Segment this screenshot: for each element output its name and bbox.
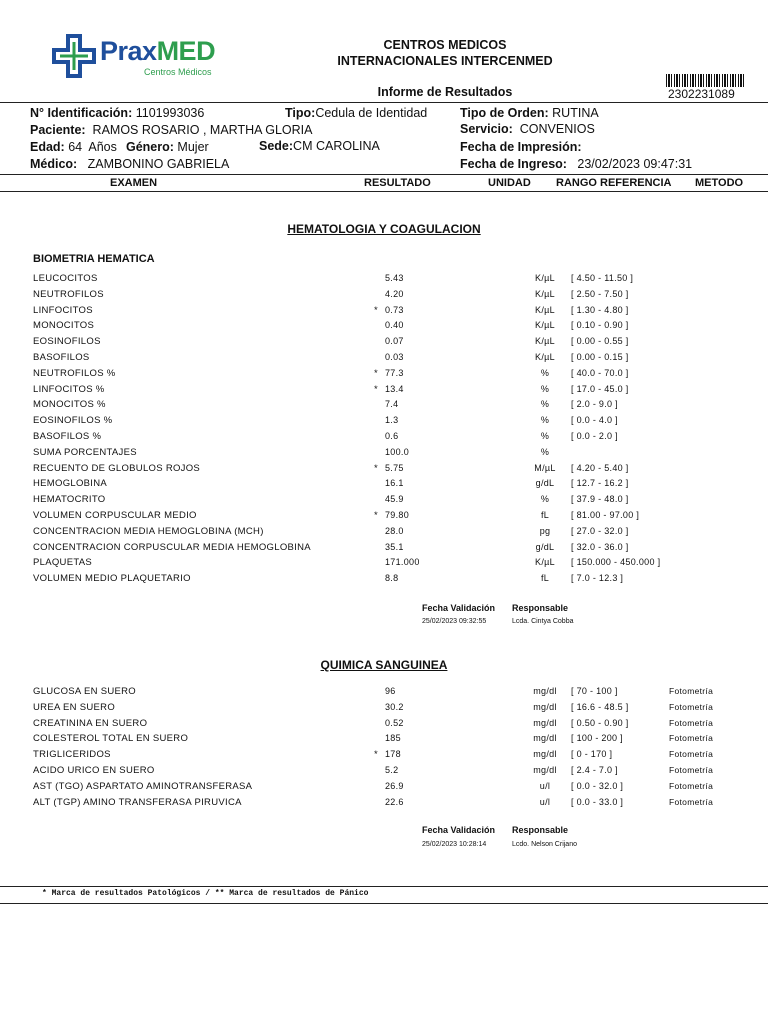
reference-range: [ 7.0 - 12.3 ] bbox=[571, 573, 624, 584]
unit-value: fL bbox=[540, 510, 550, 520]
reference-range: [ 0.0 - 2.0 ] bbox=[571, 431, 618, 441]
result-value: 28.0 bbox=[385, 525, 404, 536]
section-quimica-title bbox=[0, 658, 768, 672]
result-value: 4.20 bbox=[385, 288, 404, 299]
pathologic-flag: * bbox=[374, 367, 378, 379]
ingreso-field bbox=[460, 157, 692, 171]
ingreso-value: 23/02/2023 09:47:31 bbox=[577, 157, 693, 171]
table-row bbox=[0, 273, 768, 288]
result-value: 0.03 bbox=[385, 352, 404, 362]
col-rango: RANGO REFERENCIA bbox=[556, 177, 672, 189]
method-value: Fotometría bbox=[669, 765, 714, 775]
table-row bbox=[0, 781, 768, 796]
section-hematologia-text: HEMATOLOGIA Y COAGULACION bbox=[287, 222, 481, 236]
result-value: 185 bbox=[385, 733, 401, 744]
col-metodo: METODO bbox=[695, 177, 744, 189]
unit-value: % bbox=[540, 383, 550, 394]
tipo-label: Tipo: bbox=[285, 106, 316, 120]
table-row bbox=[0, 305, 768, 320]
unit-value: g/dL bbox=[535, 541, 555, 552]
exam-name: ALT (TGP) AMINO TRANSFERASA PIRUVICA bbox=[33, 796, 242, 808]
reference-range: [ 0.00 - 0.55 ] bbox=[571, 336, 629, 347]
exam-name: PLAQUETAS bbox=[33, 557, 93, 569]
divider-columns-bottom bbox=[0, 191, 768, 192]
pathologic-flag: * bbox=[374, 383, 378, 395]
exam-name: LINFOCITOS % bbox=[33, 383, 105, 395]
servicio-value: CONVENIOS bbox=[519, 122, 595, 136]
anos-label: Años bbox=[88, 140, 117, 154]
paciente-label: Paciente: bbox=[30, 123, 86, 137]
reference-range: [ 150.000 - 450.000 ] bbox=[571, 557, 661, 568]
unit-value: K/µL bbox=[535, 336, 555, 347]
reference-range: [ 40.0 - 70.0 ] bbox=[571, 367, 629, 378]
reference-range: [ 70 - 100 ] bbox=[571, 686, 618, 696]
quim-validation-date: 25/02/2023 10:28:14 bbox=[422, 841, 487, 848]
paciente-field bbox=[30, 123, 313, 137]
unit-value: % bbox=[540, 399, 550, 410]
sede-field bbox=[259, 139, 380, 153]
result-value: 96 bbox=[385, 686, 396, 696]
unit-value: pg bbox=[539, 525, 551, 536]
org-name-line1: CENTROS MEDICOS bbox=[383, 38, 507, 52]
edad-field bbox=[30, 140, 117, 154]
unit-value: % bbox=[540, 431, 550, 441]
reference-range: [ 37.9 - 48.0 ] bbox=[571, 494, 629, 505]
result-value: 35.1 bbox=[385, 541, 404, 552]
reference-range: [ 0 - 170 ] bbox=[571, 749, 613, 760]
quim-responsible-name: Lcdo. Nelson Crijano bbox=[512, 841, 577, 848]
hema-responsible-name: Lcda. Cintya Cobba bbox=[512, 618, 574, 625]
unit-value: g/dL bbox=[535, 478, 555, 489]
reference-range: [ 2.4 - 7.0 ] bbox=[571, 765, 618, 775]
result-value: 30.2 bbox=[385, 701, 404, 712]
logo-subtitle: Centros Médicos bbox=[144, 67, 212, 77]
col-resultado: RESULTADO bbox=[364, 177, 431, 189]
reference-range: [ 2.50 - 7.50 ] bbox=[571, 288, 629, 299]
reference-range: [ 17.0 - 45.0 ] bbox=[571, 383, 629, 394]
exam-name: UREA EN SUERO bbox=[33, 701, 116, 713]
result-value: 0.6 bbox=[385, 431, 399, 441]
logo-text-prax: Prax bbox=[100, 36, 157, 66]
result-value: 5.75 bbox=[385, 462, 404, 473]
unit-value: mg/dl bbox=[533, 765, 557, 775]
unit-value: mg/dl bbox=[533, 733, 557, 744]
exam-name: RECUENTO DE GLOBULOS ROJOS bbox=[33, 462, 201, 474]
reference-range: [ 2.0 - 9.0 ] bbox=[571, 399, 618, 410]
unit-value: % bbox=[540, 367, 550, 378]
table-row bbox=[0, 463, 768, 478]
reference-range: [ 12.7 - 16.2 ] bbox=[571, 478, 629, 489]
edad-label: Edad: bbox=[30, 140, 65, 154]
exam-name: CONCENTRACION CORPUSCULAR MEDIA HEMOGLOBINA bbox=[33, 541, 311, 553]
table-row bbox=[0, 399, 768, 414]
result-value: 45.9 bbox=[385, 494, 404, 505]
id-value: 1101993036 bbox=[135, 106, 205, 120]
table-row bbox=[0, 733, 768, 748]
result-value: 178 bbox=[385, 749, 401, 760]
exam-name: CREATININA EN SUERO bbox=[33, 717, 148, 729]
sede-value: CM CAROLINA bbox=[293, 139, 380, 153]
exam-name: BASOFILOS % bbox=[33, 431, 102, 442]
table-row bbox=[0, 384, 768, 399]
unit-value: K/µL bbox=[535, 288, 555, 299]
table-row bbox=[0, 320, 768, 335]
pathologic-flag: * bbox=[374, 304, 378, 316]
reference-range: [ 1.30 - 4.80 ] bbox=[571, 304, 629, 315]
exam-name: GLUCOSA EN SUERO bbox=[33, 686, 136, 697]
genero-value: Mujer bbox=[177, 140, 209, 154]
table-row bbox=[0, 749, 768, 764]
orden-value: RUTINA bbox=[552, 106, 599, 120]
exam-name: LEUCOCITOS bbox=[33, 273, 98, 284]
orden-field bbox=[460, 106, 599, 120]
table-row bbox=[0, 431, 768, 446]
exam-name: MONOCITOS % bbox=[33, 399, 106, 411]
exam-name: CONCENTRACION MEDIA HEMOGLOBINA (MCH) bbox=[33, 525, 264, 537]
reference-range: [ 4.50 - 11.50 ] bbox=[571, 273, 634, 283]
exam-name: TRIGLICERIDOS bbox=[33, 749, 111, 761]
hema-validation-date: 25/02/2023 09:32:55 bbox=[422, 618, 487, 625]
servicio-label: Servicio: bbox=[460, 122, 513, 136]
result-value: 22.6 bbox=[385, 796, 404, 807]
method-value: Fotometría bbox=[669, 686, 714, 696]
logo-text-med: MED bbox=[156, 36, 216, 66]
method-value: Fotometría bbox=[669, 796, 714, 807]
result-value: 26.9 bbox=[385, 780, 404, 791]
unit-value: mg/dl bbox=[533, 717, 557, 728]
table-row bbox=[0, 352, 768, 367]
medico-label: Médico: bbox=[30, 157, 78, 171]
unit-value: K/µL bbox=[535, 352, 555, 362]
reference-range: [ 81.00 - 97.00 ] bbox=[571, 510, 640, 520]
genero-label: Género: bbox=[126, 140, 174, 154]
quim-validation-date-label: Fecha Validación bbox=[422, 825, 496, 835]
exam-name: EOSINOFILOS % bbox=[33, 415, 113, 427]
unit-value: M/µL bbox=[534, 462, 556, 473]
divider-footer-bottom bbox=[0, 903, 768, 904]
hema-responsible-label: Responsable bbox=[512, 603, 569, 613]
result-value: 13.4 bbox=[385, 383, 404, 394]
report-title: Informe de Resultados bbox=[377, 85, 513, 99]
reference-range: [ 0.10 - 0.90 ] bbox=[571, 320, 629, 331]
result-value: 5.2 bbox=[385, 765, 399, 775]
unit-value: mg/dl bbox=[533, 686, 557, 696]
table-row bbox=[0, 368, 768, 383]
unit-value: K/µL bbox=[535, 304, 555, 315]
medico-field bbox=[30, 157, 229, 171]
exam-name: HEMOGLOBINA bbox=[33, 478, 108, 490]
divider-top bbox=[0, 102, 768, 103]
id-label: N° Identificación: bbox=[30, 106, 133, 120]
pathologic-flag: * bbox=[374, 749, 378, 761]
method-value: Fotometría bbox=[669, 780, 714, 791]
unit-value: K/µL bbox=[535, 557, 555, 568]
table-row bbox=[0, 686, 768, 701]
method-value: Fotometría bbox=[669, 749, 714, 760]
exam-name: VOLUMEN CORPUSCULAR MEDIO bbox=[33, 510, 197, 521]
reference-range: [ 100 - 200 ] bbox=[571, 733, 623, 744]
table-row bbox=[0, 702, 768, 717]
exam-name: BASOFILOS bbox=[33, 352, 90, 363]
unit-value: fL bbox=[540, 573, 550, 584]
servicio-field bbox=[460, 122, 595, 136]
table-row bbox=[0, 510, 768, 525]
unit-value: % bbox=[540, 494, 550, 505]
unit-value: % bbox=[540, 415, 550, 426]
exam-name: VOLUMEN MEDIO PLAQUETARIO bbox=[33, 573, 191, 585]
result-value: 0.73 bbox=[385, 304, 404, 315]
pathologic-flag: * bbox=[374, 462, 378, 474]
pathologic-flag: * bbox=[374, 510, 378, 521]
result-value: 100.0 bbox=[385, 446, 410, 457]
unit-value: K/µL bbox=[535, 320, 555, 331]
result-value: 8.8 bbox=[385, 573, 399, 584]
subsection-biometria: BIOMETRIA HEMATICA bbox=[33, 253, 155, 265]
reference-range: [ 4.20 - 5.40 ] bbox=[571, 462, 629, 473]
id-field bbox=[30, 106, 204, 120]
reference-range: [ 32.0 - 36.0 ] bbox=[571, 541, 629, 552]
unit-value: u/l bbox=[539, 796, 551, 807]
reference-range: [ 0.0 - 4.0 ] bbox=[571, 415, 618, 426]
table-row bbox=[0, 557, 768, 572]
unit-value: u/l bbox=[539, 780, 551, 791]
ingreso-label: Fecha de Ingreso: bbox=[460, 157, 567, 171]
exam-name: LINFOCITOS bbox=[33, 304, 93, 316]
hema-validation-date-label: Fecha Validación bbox=[422, 603, 496, 613]
reference-range: [ 0.00 - 0.15 ] bbox=[571, 352, 629, 362]
result-value: 77.3 bbox=[385, 367, 404, 378]
result-value: 5.43 bbox=[385, 273, 404, 283]
section-hematologia-title bbox=[0, 222, 768, 236]
method-value: Fotometría bbox=[669, 701, 714, 712]
barcode bbox=[666, 74, 744, 87]
method-value: Fotometría bbox=[669, 717, 714, 728]
result-value: 171.000 bbox=[385, 557, 420, 568]
paciente-value: RAMOS ROSARIO , MARTHA GLORIA bbox=[92, 123, 313, 137]
unit-value: mg/dl bbox=[533, 701, 557, 712]
result-value: 16.1 bbox=[385, 478, 404, 489]
result-value: 0.52 bbox=[385, 717, 404, 728]
table-row bbox=[0, 765, 768, 780]
result-value: 1.3 bbox=[385, 415, 399, 426]
exam-name: SUMA PORCENTAJES bbox=[33, 446, 137, 458]
result-value: 7.4 bbox=[385, 399, 399, 410]
praxmed-logo bbox=[50, 30, 240, 82]
reference-range: [ 16.6 - 48.5 ] bbox=[571, 701, 629, 712]
quim-responsible-label: Responsable bbox=[512, 825, 569, 835]
table-row bbox=[0, 718, 768, 733]
result-value: 79.80 bbox=[385, 510, 410, 520]
table-row bbox=[0, 494, 768, 509]
edad-value: 64 bbox=[68, 140, 83, 154]
exam-name: MONOCITOS bbox=[33, 320, 95, 332]
table-row bbox=[0, 797, 768, 812]
exam-name: EOSINOFILOS bbox=[33, 336, 101, 348]
exam-name: ACIDO URICO EN SUERO bbox=[33, 765, 155, 776]
result-value: 0.40 bbox=[385, 320, 404, 331]
orden-label: Tipo de Orden: bbox=[460, 106, 549, 120]
table-row bbox=[0, 289, 768, 304]
exam-name: NEUTROFILOS bbox=[33, 288, 104, 300]
section-quimica-text: QUIMICA SANGUINEA bbox=[320, 658, 448, 672]
sede-label: Sede: bbox=[259, 139, 294, 153]
exam-name: HEMATOCRITO bbox=[33, 494, 106, 506]
unit-value: K/µL bbox=[535, 273, 555, 283]
method-value: Fotometría bbox=[669, 733, 714, 744]
table-row bbox=[0, 526, 768, 541]
reference-range: [ 27.0 - 32.0 ] bbox=[571, 525, 629, 536]
col-unidad: UNIDAD bbox=[488, 177, 531, 189]
divider-columns-top bbox=[0, 174, 768, 175]
table-row bbox=[0, 447, 768, 462]
exam-name: NEUTROFILOS % bbox=[33, 367, 116, 379]
genero-field bbox=[126, 140, 209, 154]
table-row bbox=[0, 573, 768, 588]
reference-range: [ 0.50 - 0.90 ] bbox=[571, 717, 629, 728]
col-examen: EXAMEN bbox=[110, 177, 158, 189]
divider-footer-top bbox=[0, 886, 768, 887]
table-row bbox=[0, 478, 768, 493]
barcode-number: 2302231089 bbox=[668, 87, 735, 101]
table-row bbox=[0, 542, 768, 557]
medico-value: ZAMBONINO GABRIELA bbox=[87, 157, 230, 171]
exam-name: COLESTEROL TOTAL EN SUERO bbox=[33, 733, 189, 745]
tipo-field bbox=[285, 106, 427, 120]
reference-range: [ 0.0 - 33.0 ] bbox=[571, 796, 624, 807]
exam-name: AST (TGO) ASPARTATO AMINOTRANSFERASA bbox=[33, 780, 253, 792]
impresion-label: Fecha de Impresión: bbox=[460, 140, 582, 154]
table-row bbox=[0, 336, 768, 351]
unit-value: mg/dl bbox=[533, 749, 557, 760]
org-name-line2: INTERNACIONALES INTERCENMED bbox=[337, 54, 553, 68]
footer-note: * Marca de resultados Patológicos / ** Marca de resultados de Pánico bbox=[42, 889, 369, 898]
impresion-field bbox=[460, 140, 582, 154]
unit-value: % bbox=[540, 446, 550, 457]
result-value: 0.07 bbox=[385, 336, 404, 347]
table-row bbox=[0, 415, 768, 430]
reference-range: [ 0.0 - 32.0 ] bbox=[571, 780, 624, 791]
tipo-value: Cedula de Identidad bbox=[315, 106, 428, 120]
medical-cross-icon bbox=[50, 32, 98, 80]
